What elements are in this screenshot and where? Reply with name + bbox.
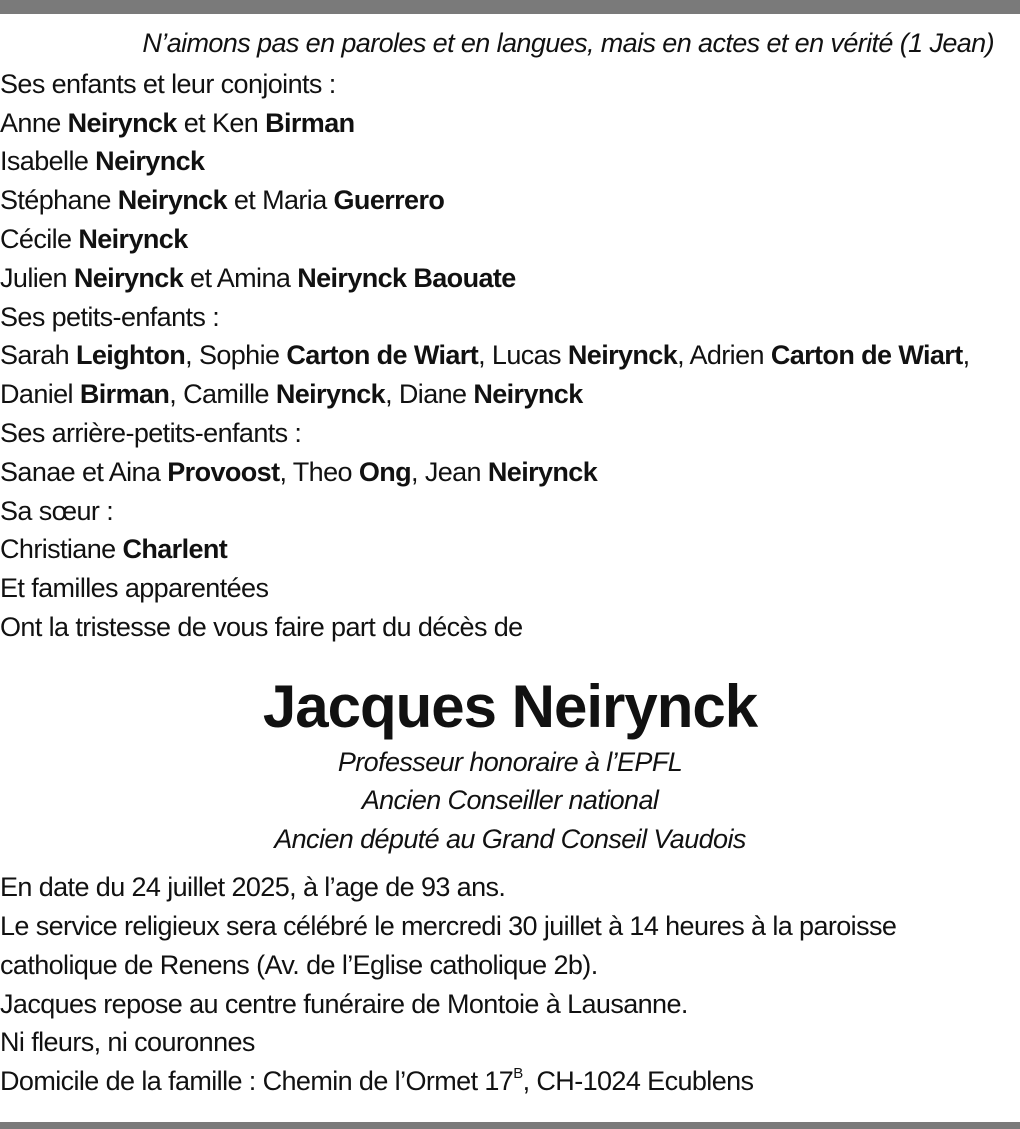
list-item	[0, 142, 1020, 181]
list-item	[0, 259, 1020, 298]
sister-heading: Sa sœur :	[0, 495, 114, 526]
surname: Birman	[79, 379, 170, 410]
service-line: Le service religieux sera célébré le mercredi 30 juillet à 14 heures à la paroisse catholique de Renens (Av. de l’Eglise catholique 2b).	[0, 911, 897, 980]
text-run: Cécile	[0, 223, 79, 254]
text-run: Sanae et Aina	[0, 456, 168, 487]
sister-name	[0, 530, 1020, 569]
surname: Ong	[358, 456, 412, 487]
flowers-line: Ni fleurs, ni couronnes	[0, 1027, 255, 1058]
text-run: Anne	[0, 107, 68, 138]
surname: Neirynck	[473, 379, 583, 410]
text-run: , Adrien	[677, 340, 771, 371]
address-suffix: , CH-1024 Ecublens	[522, 1066, 754, 1097]
bottom-rule	[0, 1122, 1020, 1129]
surname: Neirynck	[73, 262, 184, 293]
list-item	[0, 220, 1020, 259]
text-run: , Camille	[169, 379, 276, 410]
surname: Neirynck	[567, 340, 678, 371]
address-prefix: Domicile de la famille : Chemin de l’Ormet 17	[0, 1066, 514, 1097]
address-superscript: B	[513, 1065, 523, 1083]
date-line: En date du 24 juillet 2025, à l’age de 93 ans.	[0, 872, 506, 903]
list-item	[0, 104, 1020, 143]
surname: Charlent	[122, 534, 228, 565]
families-line: Et familles apparentées	[0, 573, 269, 604]
text-run: et Maria	[226, 185, 334, 216]
surname: Neirynck	[487, 456, 598, 487]
surname: Neirynck	[95, 146, 205, 177]
text-run: et Ken	[176, 107, 266, 138]
surname: Birman	[265, 107, 355, 138]
children-list	[0, 104, 1020, 298]
text-run: , Lucas	[478, 340, 568, 371]
text-run: Sarah	[0, 340, 76, 371]
surname: Carton de Wiart	[770, 340, 963, 371]
rest-line: Jacques repose au centre funéraire de Montoie à Lausanne.	[0, 988, 688, 1019]
text-run: et Amina	[183, 262, 298, 293]
surname: Leighton	[75, 340, 186, 371]
address-line	[0, 1062, 1020, 1101]
bible-quote: N’aimons pas en paroles et en langues, mais en actes et en vérité (1 Jean)	[142, 28, 994, 58]
great-grandchildren-list	[0, 453, 1020, 492]
text-run: , Theo	[279, 456, 359, 487]
deceased-name: Jacques Neirynck	[262, 672, 758, 740]
text-run: , Jean	[411, 456, 488, 487]
surname: Neirynck Baouate	[297, 262, 516, 293]
text-run: Stéphane	[0, 185, 118, 216]
surname: Neirynck	[78, 223, 188, 254]
surname: Guerrero	[333, 185, 445, 216]
announcement-line: Ont la tristesse de vous faire part du décès de	[0, 611, 523, 642]
details-block	[0, 868, 1020, 1101]
surname: Provoost	[167, 456, 280, 487]
surname: Neirynck	[117, 185, 227, 216]
grandchildren-list	[0, 336, 1020, 414]
title-professor: Professeur honoraire à l’EPFL	[337, 746, 683, 777]
obituary-notice	[0, 24, 1020, 1101]
title-national-councillor: Ancien Conseiller national	[361, 785, 659, 816]
text-run: , Daniel	[0, 340, 970, 410]
list-item	[0, 181, 1020, 220]
children-heading: Ses enfants et leur conjoints :	[0, 68, 336, 99]
surname: Neirynck	[275, 379, 386, 410]
text-run: Isabelle	[0, 146, 96, 177]
title-grand-council-deputy: Ancien député au Grand Conseil Vaudois	[274, 823, 746, 854]
surname: Neirynck	[67, 107, 177, 138]
text-run: Christiane	[0, 534, 123, 565]
surname: Carton de Wiart	[286, 340, 479, 371]
text-run: , Diane	[385, 379, 474, 410]
grandchildren-heading: Ses petits-enfants :	[0, 301, 220, 332]
text-run: Julien	[0, 262, 74, 293]
top-rule	[0, 0, 1020, 14]
text-run: , Sophie	[185, 340, 287, 371]
great-grandchildren-heading: Ses arrière-petits-enfants :	[0, 417, 302, 448]
deceased-block	[0, 671, 1020, 859]
